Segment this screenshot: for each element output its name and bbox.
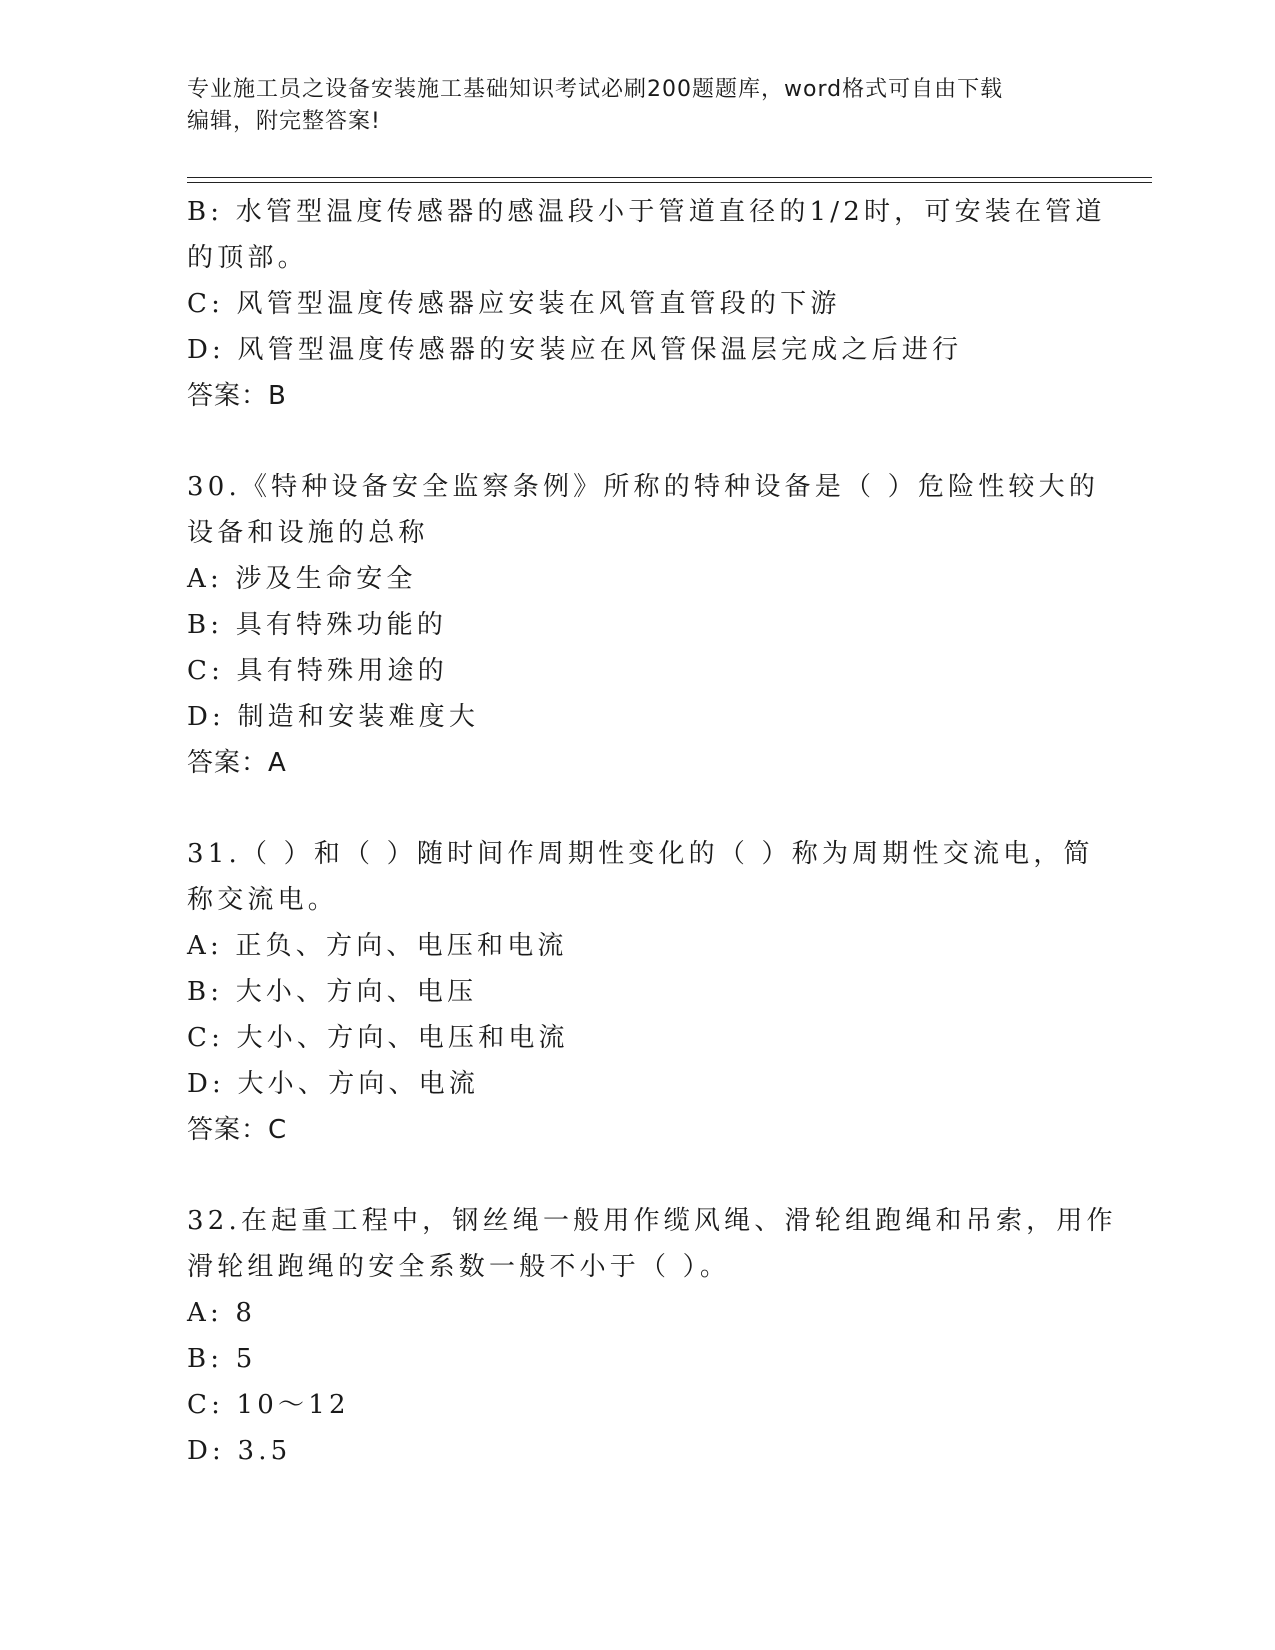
- option-c: C: 大小、方向、电压和电流: [187, 1023, 569, 1053]
- question-text: 30.《特种设备安全监察条例》所称的特种设备是（ ）危险性较大的: [187, 472, 1100, 502]
- question-32: [187, 1198, 1117, 1474]
- option-c: C: 具有特殊用途的: [187, 656, 448, 686]
- question-29-continuation: [187, 189, 1106, 419]
- option-d: D: 3.5: [187, 1436, 292, 1466]
- document-header: [187, 74, 1067, 138]
- question-30: [187, 464, 1100, 786]
- option-b-continued: 的顶部。: [187, 243, 308, 273]
- header-line-2: 编辑，附完整答案!: [187, 109, 381, 134]
- header-divider-bottom: [187, 182, 1152, 183]
- document-body: [187, 189, 1117, 1474]
- option-b: B: 具有特殊功能的: [187, 610, 448, 640]
- option-d: D: 制造和安装难度大: [187, 702, 480, 732]
- question-31: [187, 831, 1094, 1153]
- answer: 答案：C: [187, 1115, 288, 1145]
- header-divider-top: [187, 177, 1152, 178]
- question-text: 31.（ ）和（ ）随时间作周期性变化的（ ）称为周期性交流电，简: [187, 839, 1094, 869]
- option-c: C: 10～12: [187, 1390, 350, 1420]
- question-text-continued: 称交流电。: [187, 885, 339, 915]
- question-text: 32.在起重工程中，钢丝绳一般用作缆风绳、滑轮组跑绳和吊索，用作: [187, 1206, 1117, 1236]
- option-a: A: 正负、方向、电压和电流: [187, 931, 568, 961]
- answer: 答案：B: [187, 381, 287, 411]
- option-b: B: 大小、方向、电压: [187, 977, 478, 1007]
- option-b: B: 水管型温度传感器的感温段小于管道直径的1/2时，可安装在管道: [187, 197, 1106, 227]
- question-text-continued: 设备和设施的总称: [187, 518, 429, 548]
- option-b: B: 5: [187, 1344, 257, 1374]
- option-c: C: 风管型温度传感器应安装在风管直管段的下游: [187, 289, 841, 319]
- answer: 答案：A: [187, 748, 287, 778]
- option-a: A: 涉及生命安全: [187, 564, 417, 594]
- option-d: D: 风管型温度传感器的安装应在风管保温层完成之后进行: [187, 335, 963, 365]
- option-d: D: 大小、方向、电流: [187, 1069, 480, 1099]
- header-line-1: 专业施工员之设备安装施工基础知识考试必刷200题题库，word格式可自由下载: [187, 77, 1004, 102]
- option-a: A: 8: [187, 1298, 257, 1328]
- question-text-continued: 滑轮组跑绳的安全系数一般不小于（ ）。: [187, 1252, 731, 1282]
